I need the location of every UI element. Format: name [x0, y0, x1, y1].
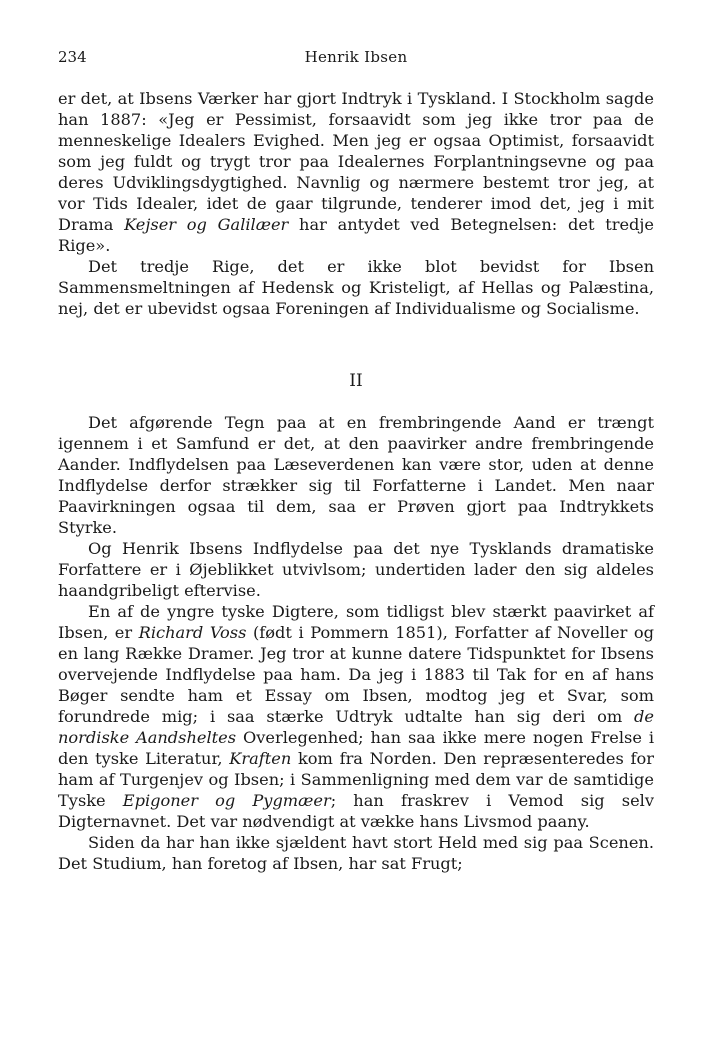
text-run: Siden da har han ikke sjældent havt stort Held med sig paa Scenen. Det Studium, han foretog af Ibsen, har sat Frugt; [58, 833, 654, 873]
italic-text: Kejser og Galilæer [124, 215, 289, 234]
book-page [58, 48, 654, 874]
text-run: er det, at Ibsens Værker har gjort Indtryk i Tyskland. I Stockholm sagde han 1887: «Jeg er Pessimist, forsaavidt som jeg ikke tror paa de menneskelige Idealers Evighed. Men jeg er ogsaa Optimist, forsaavidt som jeg fuldt og trygt tror paa Idealernes Forplantningsevne og paa deres Udviklingsdygtighed. Navnlig og nærmere bestemt tror jeg, at vor Tids Idealer, idet de gaar tilgrunde, tenderer imod det, jeg i mit Drama [58, 89, 654, 234]
italic-text: Epigoner og Pygmæer [122, 791, 331, 810]
text-run: ; han fraskrev i Vemod sig selv Digternavnet. Det var nødvendigt at vække hans Livsmod paany. [58, 791, 654, 831]
paragraph [58, 256, 654, 319]
section-heading: II [349, 371, 363, 391]
running-title: Henrik Ibsen [304, 48, 408, 66]
text-run: kom fra Norden. Den repræsenteredes for ham af Turgenjev og Ibsen; i Sammenligning med dem var de samtidige Tyske [58, 749, 655, 810]
section-two-text [58, 412, 654, 874]
text-run: En af de yngre tyske Digtere, som tidligst blev stærkt paavirket af Ibsen, er [58, 602, 654, 642]
page-header [58, 48, 654, 72]
paragraph [58, 832, 654, 874]
paragraph [58, 538, 654, 601]
italic-text: de nordiske Aandsheltes [58, 707, 654, 747]
section-one-text [58, 88, 654, 319]
text-run: har antydet ved Betegnelsen: det tredje Rige». [58, 215, 654, 255]
text-run: (født i Pommern 1851), Forfatter af Noveller og en lang Række Dramer. Jeg tror at kunne datere Tidspunktet for Ibsens overvejende Indflydelse paa ham. Da jeg i 1883 til Tak for en af hans Bøger sendte ham et Essay om Ibsen, modtog jeg et Svar, som forundrede mig; i saa stærke Udtryk udtalte han sig deri om [58, 623, 654, 726]
paragraph [58, 88, 654, 256]
italic-text: Kraften [229, 749, 292, 768]
italic-text: Richard Voss [138, 623, 247, 642]
page-body [58, 88, 654, 874]
text-run: Det tredje Rige, det er ikke blot bevidst for Ibsen Sammensmeltningen af Hedensk og Kristeligt, af Hellas og Palæstina, nej, det er ubevidst ogsaa Foreningen af Individualisme og Socialisme. [58, 257, 654, 318]
text-run: Overlegenhed; han saa ikke mere nogen Frelse i den tyske Literatur, [58, 728, 654, 768]
paragraph [58, 601, 654, 832]
paragraph [58, 412, 654, 538]
page-number: 234 [58, 48, 87, 66]
text-run: Det afgørende Tegn paa at en frembringende Aand er trængt igennem i et Samfund er det, at den paavirker andre frembringende Aander. Indflydelsen paa Læseverdenen kan være stor, uden at denne Indflydelse derfor strækker sig til Forfatterne i Landet. Men naar Paavirkningen ogsaa til dem, saa er Prøven gjort paa Indtrykkets Styrke. [58, 413, 654, 537]
text-run: Og Henrik Ibsens Indflydelse paa det nye Tysklands dramatiske Forfattere er i Øjeblikket utvivlsom; undertiden lader den sig aldeles haandgribeligt eftervise. [58, 539, 654, 600]
